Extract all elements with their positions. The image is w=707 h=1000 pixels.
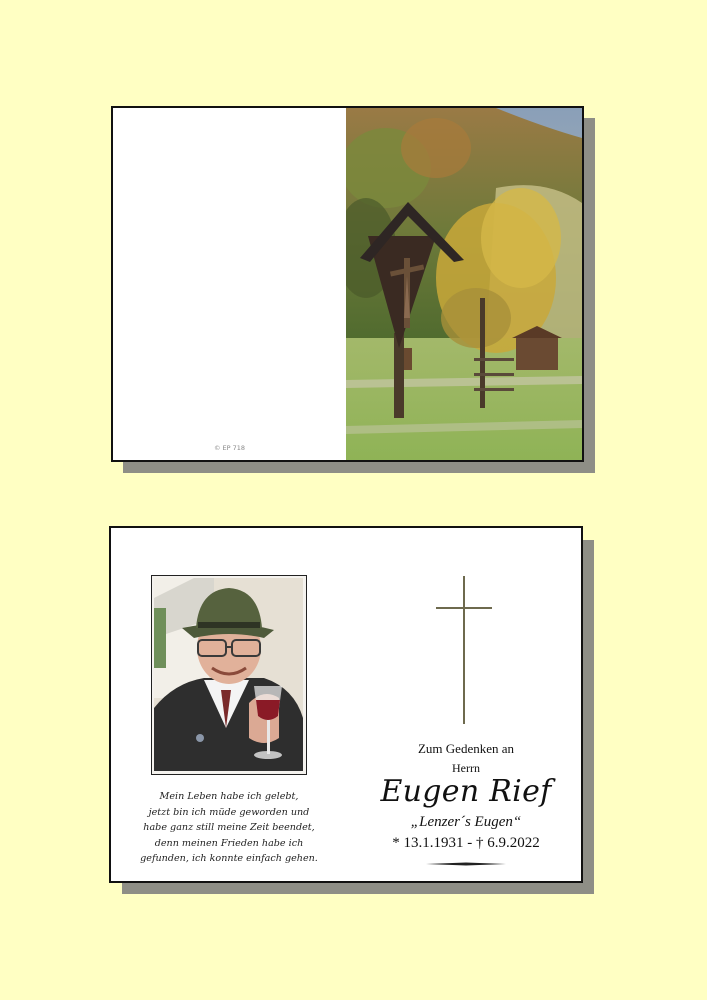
poem-line: gefunden, ich konnte einfach gehen.: [140, 853, 318, 865]
front-card: [111, 106, 584, 462]
poem-line: jetzt bin ich müde geworden und: [148, 806, 310, 818]
poem-text: [129, 789, 329, 867]
copyright-text: © EP 718: [213, 444, 246, 452]
ornamental-divider-icon: [426, 861, 506, 867]
memorial-heading: Zum Gedenken an: [417, 741, 515, 756]
wayside-cross-landscape-image: [346, 108, 582, 460]
front-card-blank-panel: [113, 108, 346, 460]
deceased-name: Eugen Rief: [380, 774, 552, 809]
poem-line: habe ganz still meine Zeit beendet,: [143, 822, 315, 834]
cross-icon: [436, 576, 494, 724]
nickname: „Lenzer´s Eugen“: [410, 814, 522, 830]
salutation: Herrn: [452, 761, 480, 775]
life-dates: * 13.1.1931 - † 6.9.2022: [392, 835, 540, 851]
poem-line: Mein Leben habe ich gelebt,: [159, 791, 299, 802]
portrait-photo-frame: [151, 575, 307, 775]
portrait-photo: [154, 578, 304, 772]
inside-card: [109, 526, 583, 883]
poem-line: denn meinen Frieden habe ich: [154, 837, 304, 849]
